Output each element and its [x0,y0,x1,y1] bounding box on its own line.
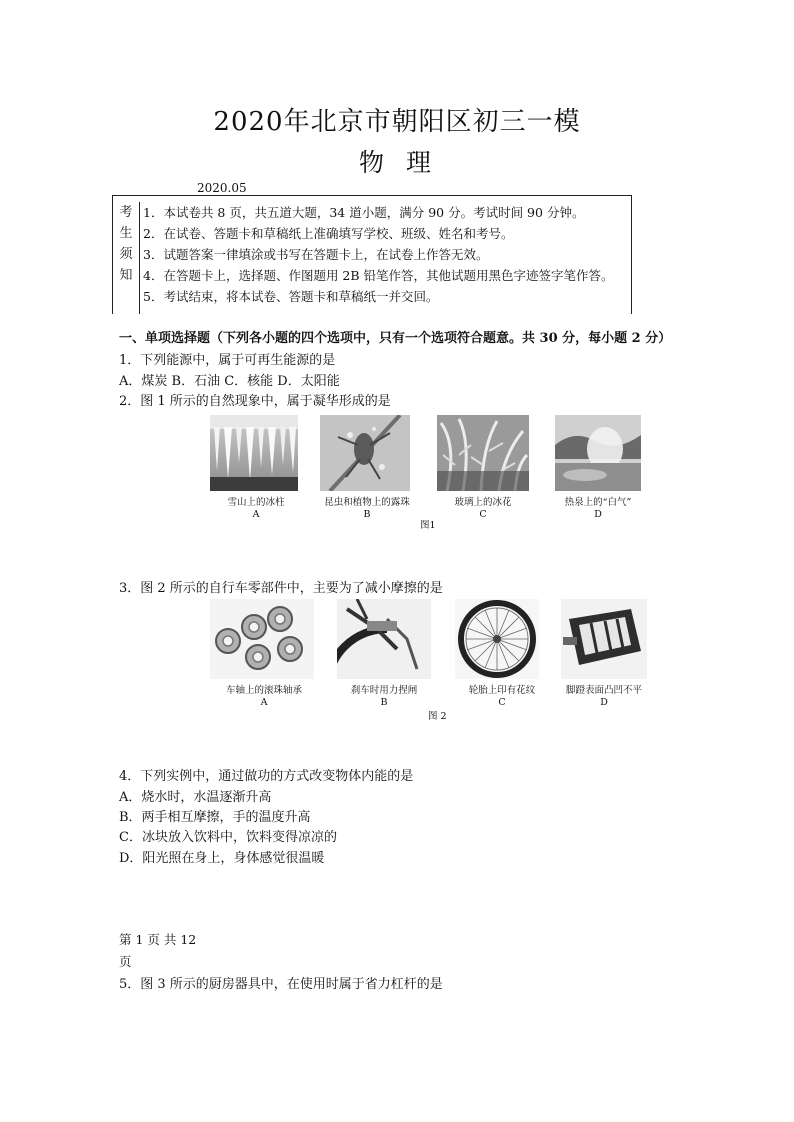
figure2-caption-a [214,685,314,709]
figure1-caption-d [552,497,644,521]
figure1-image-window-frost [437,415,529,491]
caption-letter: C [498,697,506,708]
caption-letter: C [479,509,487,520]
notice-label-char: 知 [119,268,133,283]
notice-item: 4．在答题卡上，选择题、作图题用 2B 铅笔作答，其他试题用黑色字迹签字笔作答。 [143,268,614,283]
notice-item: 1．本试卷共 8 页，共五道大题，34 道小题，满分 90 分。考试时间 90 分钟。 [143,205,585,220]
figure2-caption-b [337,685,431,709]
notice-label-char: 须 [119,247,133,262]
figure1-label: 图1 [420,520,436,531]
figure2-caption-d [556,685,652,709]
caption-letter: D [600,697,608,708]
figure1-image-dew-insect [320,415,410,491]
figure2-image-tire [455,599,539,679]
caption-letter: D [594,509,602,520]
q4-stem: 4．下列实例中，通过做功的方式改变物体内能的是 [119,769,414,784]
notice-box [112,195,632,314]
q1-options: A．煤炭 B．石油 C．核能 D．太阳能 [119,374,340,389]
figure2-image-brake [337,599,431,679]
figure1-caption-c [440,497,526,521]
caption-text: 热泉上的“白气” [564,497,632,508]
notice-label-char: 生 [119,226,133,241]
notice-item: 3．试题答案一律填涂或书写在答题卡上，在试卷上作答无效。 [143,247,489,262]
q2-stem: 2．图 1 所示的自然现象中，属于凝华形成的是 [119,394,391,409]
q4-option-c: C．冰块放入饮料中，饮料变得凉凉的 [119,830,337,845]
caption-letter: A [260,697,268,708]
caption-text: 轮胎上印有花纹 [468,685,536,696]
notice-label-char: 考 [119,205,133,220]
exam-title: 2020年北京市朝阳区初三一模 [213,107,581,137]
caption-text: 玻璃上的冰花 [454,497,512,508]
q5-stem: 5．图 3 所示的厨房器具中，在使用时属于省力杠杆的是 [119,977,443,992]
q4-option-d: D．阳光照在身上，身体感觉很温暖 [119,851,325,866]
caption-letter: B [363,509,371,520]
notice-label [113,202,140,314]
figure1-image-icicles [210,415,298,491]
exam-subject: 物理 [358,148,453,177]
figure2-image-pedal [561,599,647,679]
caption-text: 脚蹬表面凸凹不平 [565,685,642,696]
figure2-label: 图 2 [428,711,447,722]
q4-option-b: B．两手相互摩擦，手的温度升高 [119,810,311,825]
notice-items [143,202,631,307]
q1-stem: 1．下列能源中，属于可再生能源的是 [119,353,336,368]
page-number-line1: 第 1 页 共 12 [119,932,197,947]
notice-item: 5．考试结束，将本试卷、答题卡和草稿纸一并交回。 [143,289,439,304]
figure2-caption-c [455,685,549,709]
figure1-caption-a [214,497,298,521]
caption-text: 昆虫和植物上的露珠 [324,497,410,508]
caption-letter: B [380,697,388,708]
figure2-image-bearings [210,599,314,679]
caption-text: 刹车时用力捏闸 [350,685,418,696]
figure1-image-hot-spring [555,415,641,491]
exam-date: 2020.05 [197,181,247,195]
caption-letter: A [252,509,260,520]
page-number-line2: 页 [119,954,132,969]
figure1-caption-b [322,497,412,521]
q4-option-a: A．烧水时，水温逐渐升高 [119,790,272,805]
q3-stem: 3．图 2 所示的自行车零部件中，主要为了减小摩擦的是 [119,581,443,596]
section-heading: 一、单项选择题（下列各小题的四个选项中，只有一个选项符合题意。共 30 分，每小题 2 分） [119,331,672,346]
caption-text: 雪山上的冰柱 [227,497,285,508]
notice-item: 2．在试卷、答题卡和草稿纸上准确填写学校、班级、姓名和考号。 [143,226,514,241]
caption-text: 车轴上的滚珠轴承 [225,685,302,696]
